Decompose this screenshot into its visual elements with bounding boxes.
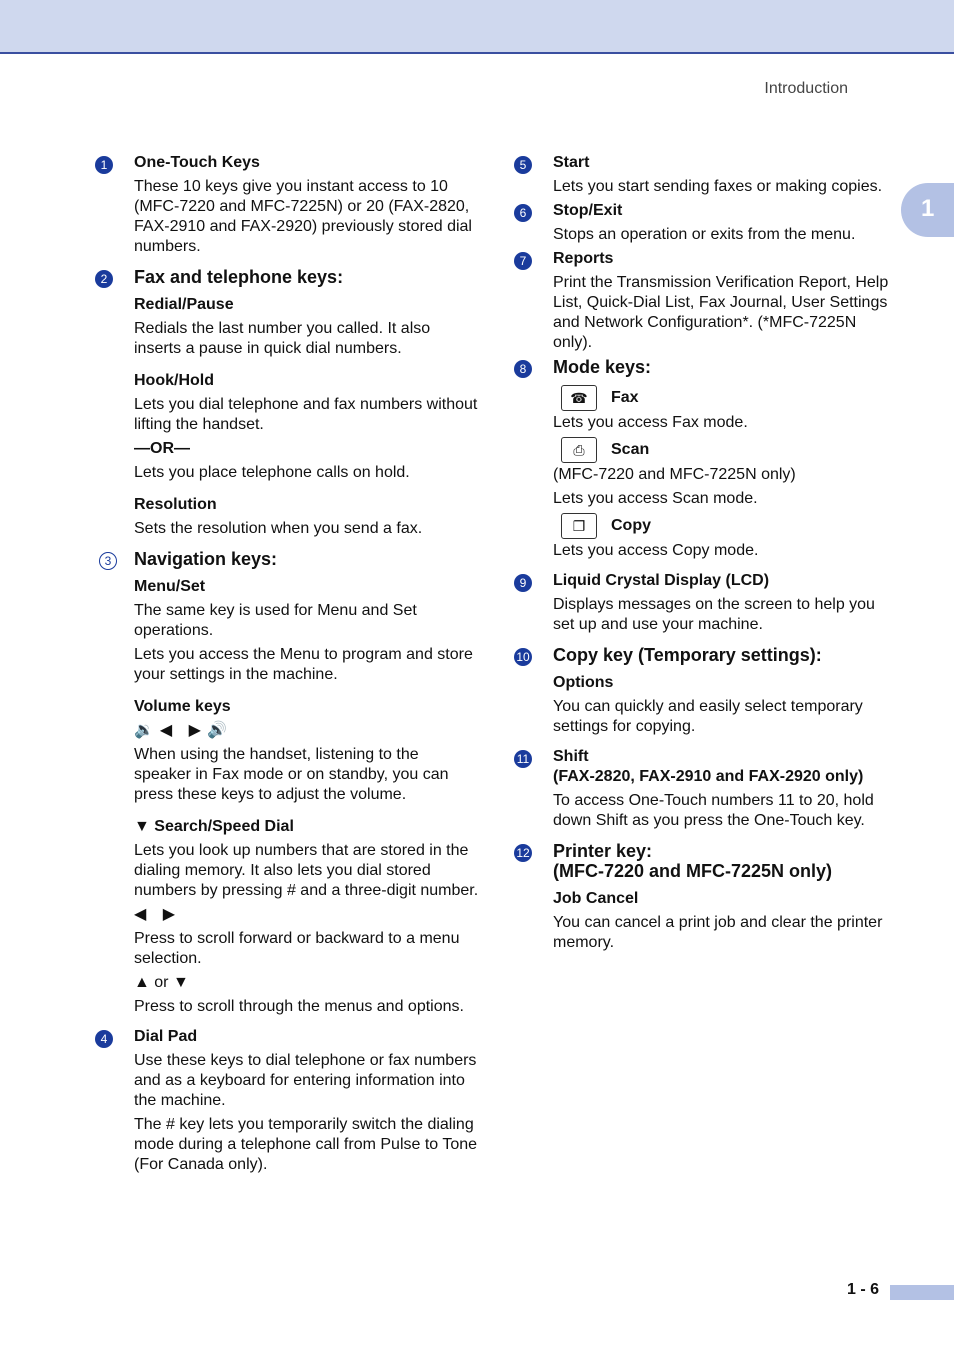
mode-label: Fax [611, 389, 639, 406]
sub-text: You can cancel a print job and clear the printer memory. [553, 914, 883, 951]
item-title: Reports [553, 250, 614, 267]
left-right-arrows-icon: ◀ ▶ [134, 906, 182, 923]
right-column [516, 153, 893, 957]
callout-number: 3 [99, 552, 117, 570]
item-text: Print the Transmission Verification Report, Help List, Quick-Dial List, Fax Journal, User Settings and Network Configuration*. (*MFC-7225N only). [553, 274, 889, 351]
item-title: Liquid Crystal Display (LCD) [553, 572, 770, 589]
left-column [100, 153, 479, 1179]
item-title: Stop/Exit [553, 202, 623, 219]
item-4 [100, 1027, 479, 1175]
chapter-tab [901, 183, 954, 237]
section-header: Introduction [764, 80, 848, 97]
sub-text: Redials the last number you called. It also inserts a pause in quick dial numbers. [134, 320, 431, 357]
sub-heading: Redial/Pause [134, 296, 234, 313]
sub-text: Lets you look up numbers that are stored in the dialing memory. It also lets you dial stored numbers by pressing # and a three-digit number. [134, 842, 479, 899]
sub-text: Press to scroll forward or backward to a menu selection. [134, 930, 460, 967]
sub-text: Lets you access the Menu to program and store your settings in the machine. [134, 646, 473, 683]
item-11 [516, 747, 893, 831]
item-title: One-Touch Keys [134, 154, 260, 171]
sub-heading: Menu/Set [134, 578, 206, 595]
item-text: The # key lets you temporarily switch the dialing mode during a telephone call from Pulse to Tone (For Canada only). [134, 1116, 478, 1173]
fax-icon: ☎ [561, 385, 597, 411]
callout-number: 9 [514, 574, 532, 592]
item-subtitle: (FAX-2820, FAX-2910 and FAX-2920 only) [553, 768, 864, 785]
scan-icon: ⎙ [561, 437, 597, 463]
sub-heading: Options [553, 674, 614, 691]
item-7 [519, 249, 893, 353]
item-12 [516, 841, 893, 953]
or-divider: —OR— [134, 440, 190, 457]
callout-number: 5 [514, 156, 532, 174]
sub-heading: ▼ Search/Speed Dial [134, 818, 294, 835]
item-text: Displays messages on the screen to help you set up and use your machine. [553, 596, 875, 633]
chapter-number: 1 [921, 195, 935, 222]
item-title: Printer key: [553, 841, 653, 861]
item-title: Copy key (Temporary settings): [553, 645, 822, 665]
item-10 [516, 645, 893, 737]
item-subtitle: (MFC-7220 and MFC-7225N only) [553, 861, 833, 881]
volume-arrows-icon: 🔉◀ ▶🔊 [134, 722, 233, 739]
callout-number: 12 [514, 844, 532, 862]
sub-text: Lets you place telephone calls on hold. [134, 464, 410, 481]
item-title: Start [553, 154, 590, 171]
sub-text: The same key is used for Menu and Set operations. [134, 602, 417, 639]
sub-text: Press to scroll through the menus and options. [134, 998, 464, 1015]
mode-text: Lets you access Fax mode. [553, 414, 748, 431]
callout-number: 11 [514, 750, 532, 768]
item-text: Use these keys to dial telephone or fax numbers and as a keyboard for entering information into the machine. [134, 1052, 477, 1109]
item-1 [100, 153, 479, 257]
sub-heading: Volume keys [134, 698, 231, 715]
callout-number: 7 [514, 252, 532, 270]
item-title: Dial Pad [134, 1028, 198, 1045]
item-6 [519, 201, 893, 245]
sub-text: Lets you dial telephone and fax numbers without lifting the handset. [134, 396, 478, 433]
item-text: These 10 keys give you instant access to 10 (MFC-7220 and MFC-7225N) or 20 (FAX-2820, FAX-2910 and FAX-2920) previously stored dial numbers. [134, 178, 472, 255]
item-2 [100, 267, 479, 539]
callout-number: 6 [514, 204, 532, 222]
item-5 [519, 153, 893, 197]
top-band [0, 0, 954, 54]
mode-label: Scan [611, 441, 650, 458]
item-title: Mode keys: [553, 357, 652, 377]
item-8 [519, 357, 893, 561]
item-title: Shift [553, 748, 589, 765]
callout-number: 2 [95, 270, 113, 288]
item-title: Navigation keys: [134, 549, 278, 569]
mode-text: Lets you access Scan mode. [553, 490, 758, 507]
copy-icon: ❐ [561, 513, 597, 539]
item-title: Fax and telephone keys: [134, 267, 344, 287]
item-text: Stops an operation or exits from the menu. [553, 226, 856, 243]
sub-text: You can quickly and easily select temporary settings for copying. [553, 698, 863, 735]
sub-text: Sets the resolution when you send a fax. [134, 520, 423, 537]
scan-mode-key [561, 437, 893, 463]
page-number: 1 - 6 [847, 1281, 880, 1298]
callout-number: 4 [95, 1030, 113, 1048]
sub-heading: Resolution [134, 496, 217, 513]
sub-heading: Job Cancel [553, 890, 639, 907]
item-9 [519, 571, 893, 635]
mode-label: Copy [611, 517, 651, 534]
sub-text: When using the handset, listening to the speaker in Fax mode or on standby, you can press these keys to adjust the volume. [134, 746, 449, 803]
item-3 [104, 549, 479, 1017]
mode-text: Lets you access Copy mode. [553, 542, 759, 559]
sub-heading: Hook/Hold [134, 372, 214, 389]
page-bar [890, 1285, 954, 1300]
callout-number: 10 [514, 648, 532, 666]
item-text: Lets you start sending faxes or making copies. [553, 178, 883, 195]
copy-mode-key [561, 513, 893, 539]
item-text: To access One-Touch numbers 11 to 20, hold down Shift as you press the One-Touch key. [553, 792, 874, 829]
callout-number: 1 [95, 156, 113, 174]
fax-mode-key [561, 385, 893, 411]
up-down-arrows-icon: ▲ or ▼ [134, 974, 189, 991]
mode-text: (MFC-7220 and MFC-7225N only) [553, 466, 796, 483]
callout-number: 8 [514, 360, 532, 378]
